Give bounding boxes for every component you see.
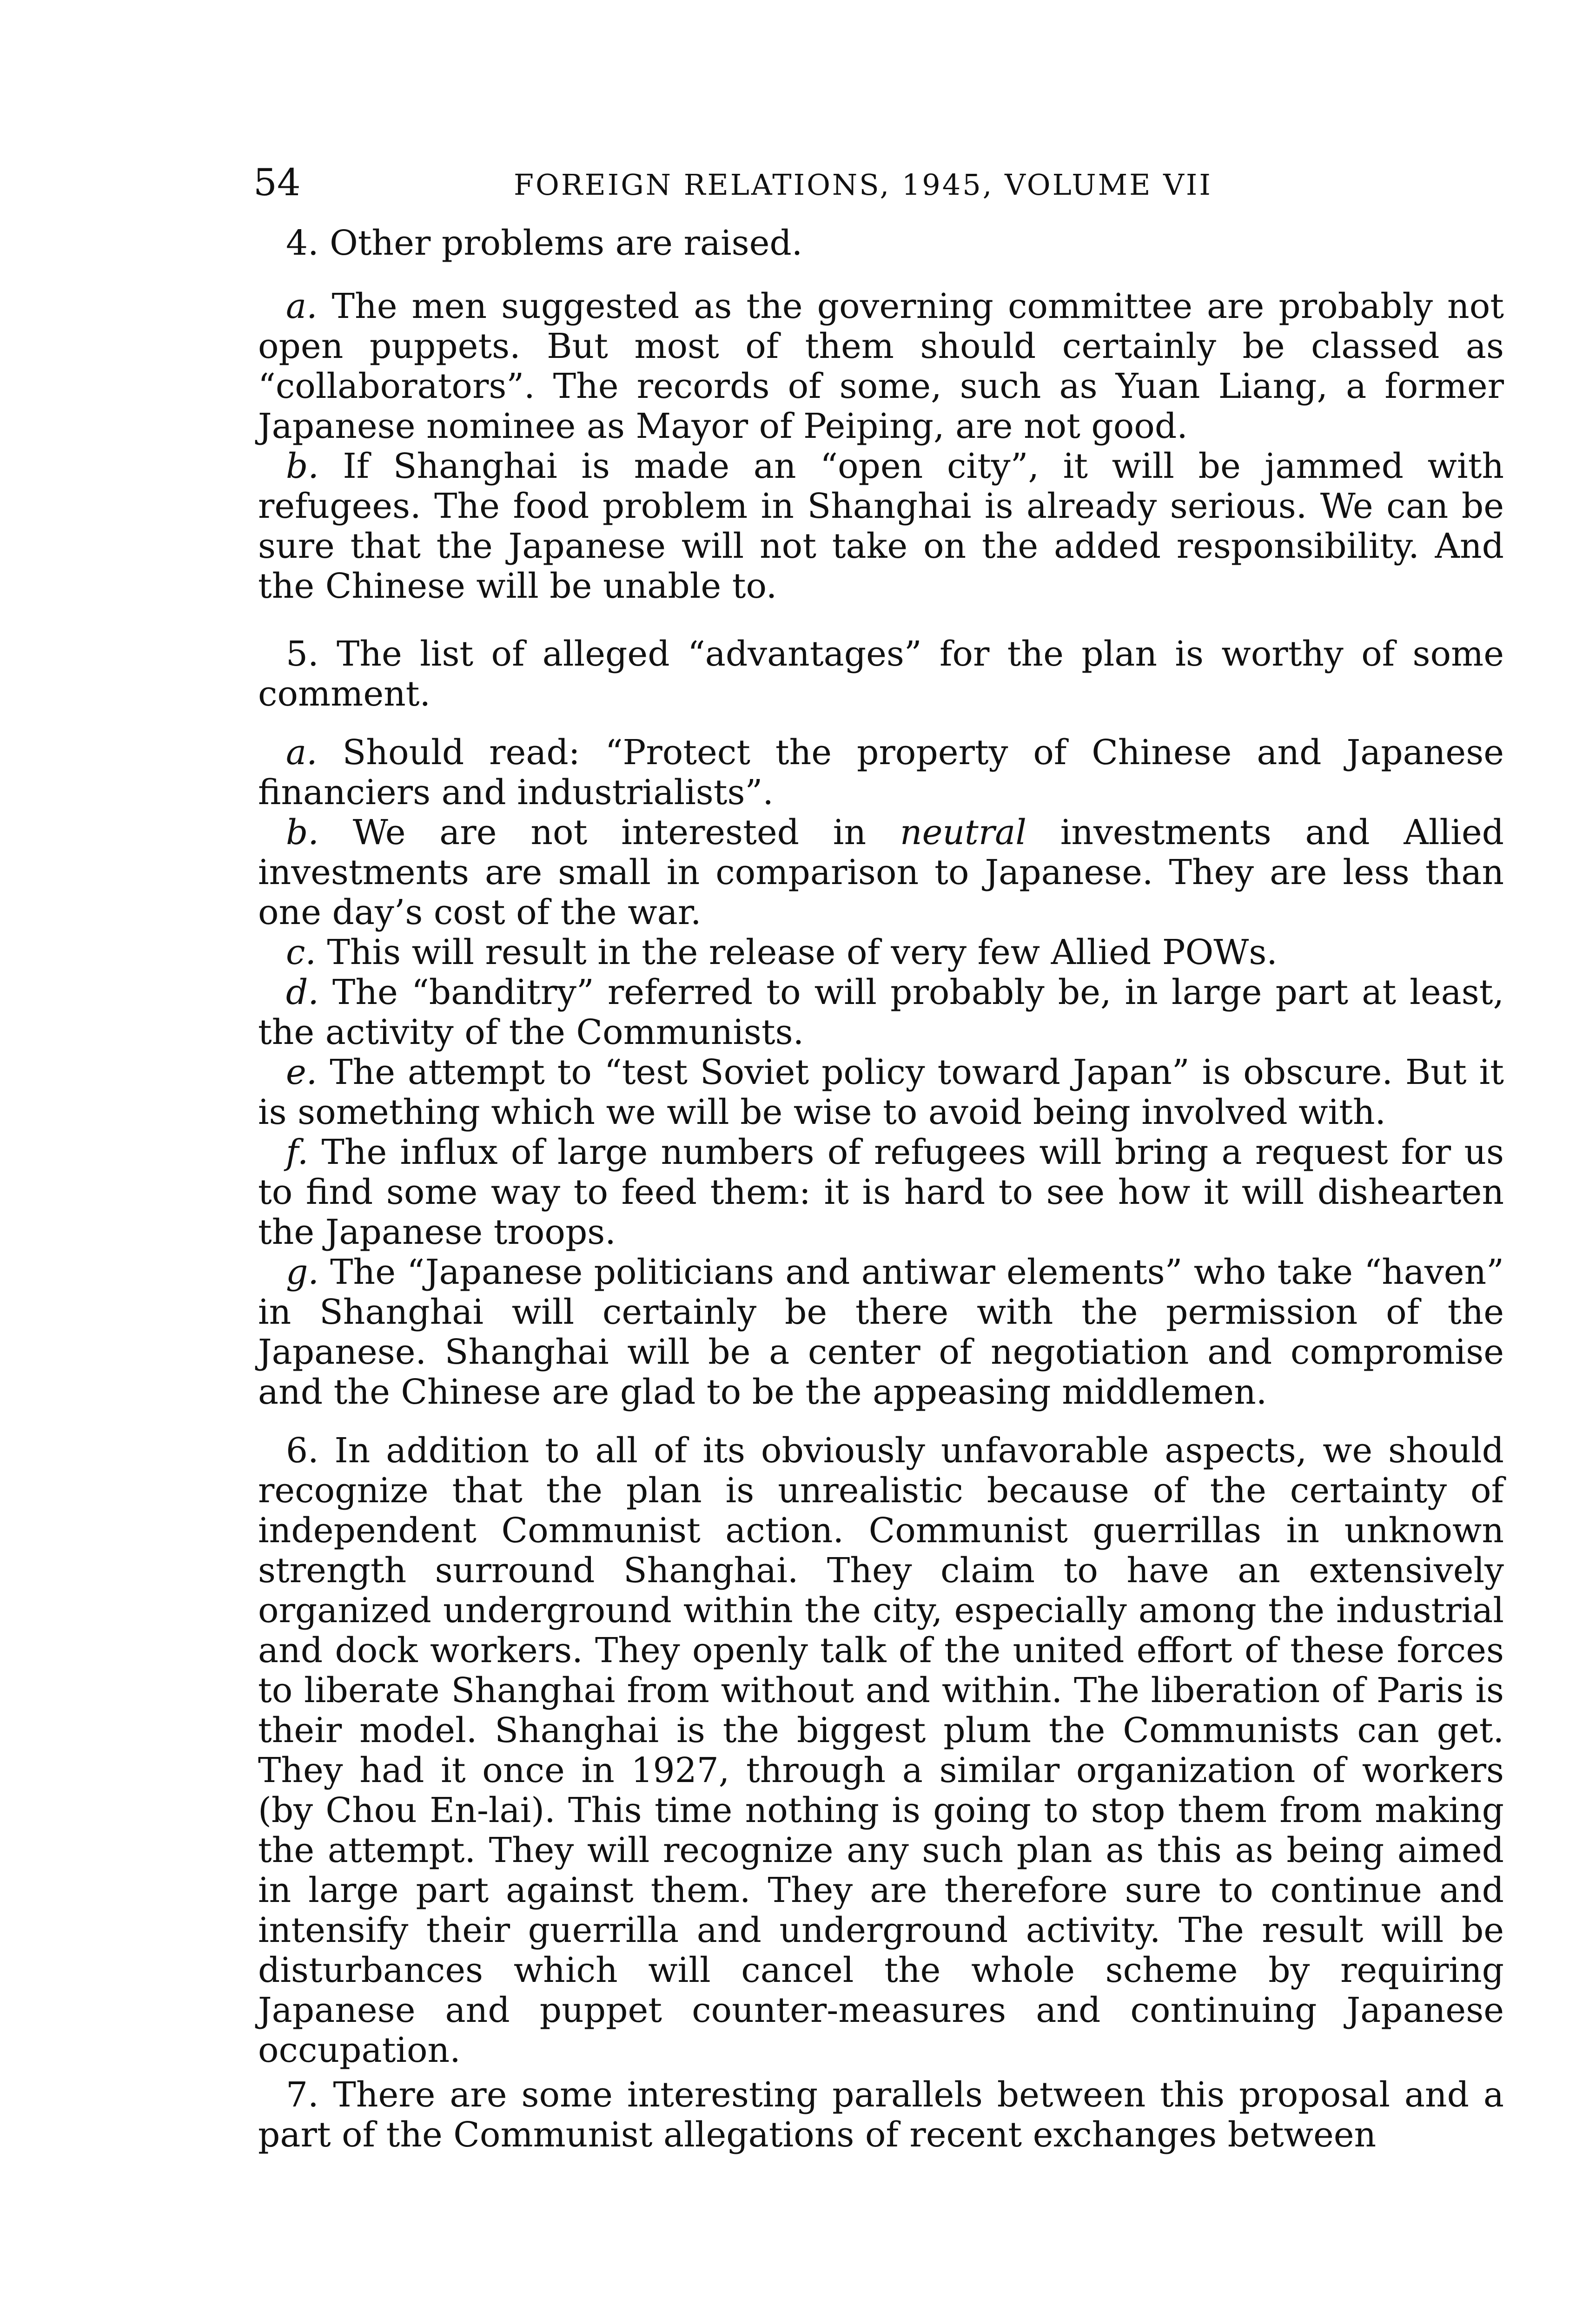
body-text <box>258 223 1504 2155</box>
running-head: FOREIGN RELATIONS, 1945, VOLUME VII <box>514 168 1212 202</box>
section-7-paragraph: 7. There are some interesting parallels between this proposal and a part of the Communist allegations of recent exchanges between <box>258 2075 1504 2155</box>
section-5-item-f <box>258 1132 1504 1252</box>
item-text: If Shanghai is made an “open city”, it will be jammed with refugees. The food problem in Shanghai is already serious. We can be sure that the Japanese will not take on the added responsibility. And the Chinese will be unable to. <box>258 446 1504 606</box>
section-5-item-d <box>258 972 1504 1052</box>
item-label: g. <box>286 1252 319 1292</box>
item-text: investments and Allied investments are small in comparison to Japanese. They are less than one day’s cost of the war. <box>258 812 1504 932</box>
page-number: 54 <box>253 161 301 204</box>
item-text: The “Japanese politicians and antiwar elements” who take “haven” in Shanghai will certainly be there with the permission of the Japanese. Shanghai will be a center of negotiation and compromise and the Chinese are glad to be the appeasing middlemen. <box>258 1252 1504 1412</box>
section-5-item-e <box>258 1052 1504 1132</box>
item-label: c. <box>286 932 316 972</box>
item-label: b. <box>286 812 319 852</box>
item-label: a. <box>286 733 318 772</box>
item-label: f. <box>286 1132 309 1172</box>
item-text: We are not interested in <box>318 812 900 852</box>
item-label: a. <box>286 286 318 326</box>
item-text: The men suggested as the governing committee are probably not open puppets. But most of them should certainly be classed as “collaborators”. The records of some, such as Yuan Liang, a former Japanese nominee as Mayor of Peiping, are not good. <box>258 286 1504 446</box>
item-text: The attempt to “test Soviet policy toward Japan” is obscure. But it is something which we will be wise to avoid being involved with. <box>258 1052 1504 1132</box>
item-label: b. <box>286 446 319 486</box>
section-6-paragraph: 6. In addition to all of its obviously unfavorable aspects, we should recognize that the plan is unrealistic because of the certainty of independent Communist action. Communist guerrillas in unknown strength surround Shanghai. They claim to have an extensively organized underground within the city, especially among the industrial and dock workers. They openly talk of the united effort of these forces to liberate Shanghai from without and within. The liberation of Paris is their model. Shanghai is the biggest plum the Communists can get. They had it once in 1927, through a similar organization of workers (by Chou En-lai). This time nothing is going to stop them from making the attempt. They will recognize any such plan as this as being aimed in large part against them. They are therefore sure to continue and intensify their guerrilla and underground activity. The result will be disturbances which will cancel the whole scheme by requiring Japanese and puppet counter-measures and continuing Japanese occupation. <box>258 1431 1504 2070</box>
emphasis-text: neutral <box>900 812 1026 852</box>
section-4-item-a <box>258 286 1504 446</box>
item-text: The influx of large numbers of refugees will bring a request for us to find some way to feed them: it is hard to see how it will dishearten the Japanese troops. <box>258 1132 1504 1252</box>
section-4-heading: 4. Other problems are raised. <box>286 223 803 263</box>
section-4-item-b <box>258 446 1504 606</box>
item-text: This will result in the release of very few Allied POWs. <box>316 932 1278 972</box>
section-5-item-a <box>258 733 1504 812</box>
item-label: d. <box>286 972 319 1012</box>
item-text: Should read: “Protect the property of Chinese and Japanese financiers and industrialists”. <box>258 733 1504 812</box>
section-5-item-b <box>258 812 1504 932</box>
item-text: The “banditry” referred to will probably be, in large part at least, the activity of the Communists. <box>258 972 1504 1052</box>
section-5-heading: 5. The list of alleged “advantages” for the plan is worthy of some comment. <box>258 634 1504 714</box>
page-header <box>253 157 1509 208</box>
section-5-item-c <box>258 932 1504 972</box>
item-label: e. <box>286 1052 318 1092</box>
section-5-item-g <box>258 1252 1504 1412</box>
